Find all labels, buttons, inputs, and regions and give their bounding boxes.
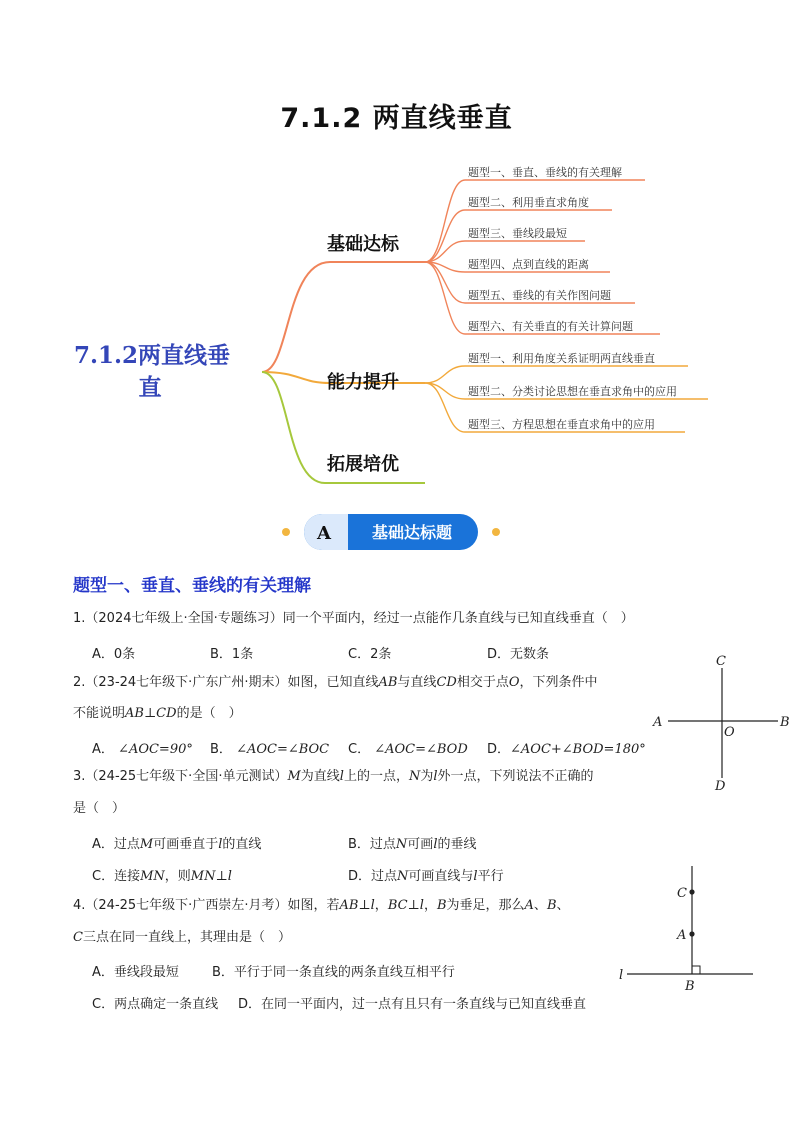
q2-opt-c-label: C． [348,742,371,757]
question-3-line1 [73,767,648,787]
question-2-line1 [73,673,648,693]
q1-option-b: B．1条 [210,647,254,662]
q2-var-cd: CD [436,675,457,690]
q2-opt-b-math: ∠AOC=∠BOC [236,742,330,757]
document-title: 7.1.2 两直线垂直 [280,103,513,134]
q3-var-l2: l [433,769,438,784]
mindmap-leaf-1-2: 题型二、利用垂直求角度 [468,196,589,209]
question-1 [73,609,648,629]
q3-var-n: N [408,769,421,784]
banner-right-dot [492,528,500,536]
q3d-post: 平行 [477,869,504,884]
mindmap-leaf-2-1: 题型一、利用角度关系证明两直线垂直 [468,352,655,365]
q3b-mid: 可画 [407,837,434,852]
q4-text-c: 为垂足，那么 [446,898,525,913]
q1-text: 同一个平面内，经过一点能作几条直线与已知直线垂直（ ） [282,611,634,626]
banner-letter: A [317,523,331,544]
q3-text-c: 为 [420,769,434,784]
q2-opt-c-math: ∠AOC=∠BOD [374,742,468,757]
fig1-label-o: O [724,725,735,740]
mindmap-leaf-1-6: 题型六、有关垂直的有关计算问题 [468,320,633,333]
q3-var-l: l [339,769,344,784]
q2-var-o: O [508,675,520,690]
q2-source: （23-24七年级下·广东广州·期末） [85,675,288,690]
q3c-m1: MN [140,869,165,884]
mindmap-branch-1: 基础达标 [327,234,399,255]
fig2-label-l: l [619,968,624,983]
fig1-label-c: C [716,654,726,669]
q1-num: 1. [73,611,86,626]
q3a-pre: A．过点 [92,837,140,852]
q3-option-b [348,833,477,852]
q4-m1: AB⊥l [339,898,375,913]
mindmap-leaf-2-2: 题型二、分类讨论思想在垂直求角中的应用 [468,385,677,398]
q4-option-b: B．平行于同一条直线的两条直线互相平行 [212,965,455,980]
q2-text-b: 与直线 [397,675,437,690]
q3c-m2: MN⊥l [190,869,232,884]
q4-option-d: D．在同一平面内，过一点有且只有一条直线与已知直线垂直 [238,997,587,1012]
q4-dot1: 、 [533,898,547,913]
q3c-pre: C．连接 [92,869,141,884]
fig1-label-b: B [780,715,790,730]
q2-opt-a-math: ∠AOC=90° [118,742,193,757]
q3d-mid: 可画直线与 [408,869,474,884]
q2-opt-a-label: A． [92,742,114,757]
mind-map [0,140,793,490]
fig2-label-b: B [685,979,695,994]
q4-m4: A [524,898,534,913]
q2-option-b [210,738,329,757]
q3-option-d [348,865,504,884]
q3b-post: 的垂线 [437,837,477,852]
q3b-m1: N [395,837,408,852]
question-4-line1 [73,896,633,916]
q4-source: （24-25七年级下·广西崇左·月考） [85,898,288,913]
q1-option-c: C．2条 [348,647,392,662]
q2-line2-b: 的是（ ） [176,706,242,721]
q2-num: 2. [73,675,86,690]
q1-source: （2024七年级上·全国·专题练习） [85,611,283,626]
q4-m5: B [546,898,557,913]
q4-m2: BC⊥l [387,898,424,913]
q3a-m1: M [139,837,154,852]
banner-left-dot [282,528,290,536]
q4-m3: B [436,898,447,913]
question-2-line2 [73,704,648,724]
fig2-label-a: A [677,928,687,943]
q3b-pre: B．过点 [348,837,396,852]
banner-label: 基础达标题 [371,523,453,542]
figure-perpendicular-points [615,860,765,995]
q4-option-c: C．两点确定一条直线 [92,997,219,1012]
q3-text-b: 上的一点， [343,769,409,784]
q3-num: 3. [73,769,86,784]
q3-option-a [92,833,261,852]
q2-opt-b-label: B． [210,742,232,757]
fig1-label-d: D [715,779,726,794]
q3-source: （24-25七年级下·全国·单元测试） [85,769,288,784]
q2-opt-d-label: D． [487,742,511,757]
q3a-post: 的直线 [222,837,262,852]
q3a-m2: l [218,837,223,852]
mindmap-branch-3: 拓展培优 [327,454,399,475]
q3-text-d: 外一点，下列说法不正确的 [437,769,594,784]
q4-line2: 三点在同一直线上，其理由是（ ） [82,930,291,945]
q3d-m2: l [473,869,478,884]
mindmap-leaf-1-1: 题型一、垂直、垂线的有关理解 [468,166,622,179]
fig2-label-c: C [677,886,687,901]
q4-dot2: 、 [556,898,570,913]
mindmap-root-line2: 直 [138,374,162,401]
section-banner [200,505,600,557]
q3a-mid: 可画垂直于 [153,837,219,852]
question-type-heading: 题型一、垂直、垂线的有关理解 [73,576,311,596]
q3-text-a: 为直线 [300,769,340,784]
figure-intersecting-lines [650,650,793,795]
mindmap-branch-2: 能力提升 [327,372,399,393]
q3-option-c [92,865,232,884]
question-4-line2 [73,928,648,948]
q3c-mid: ，则 [164,869,191,884]
q2-line2-math: AB⊥CD [125,706,177,721]
q3b-m2: l [433,837,438,852]
q2-line2-a: 不能说明 [73,706,126,721]
q4-text-a: 如图，若 [287,898,340,913]
q3d-pre: D．过点 [348,869,398,884]
q2-option-a [92,738,193,757]
q3-var-m: M [287,769,301,784]
fig1-label-a: A [653,715,663,730]
q2-text-c: 相交于点 [456,675,509,690]
q2-option-c [348,738,468,757]
q2-opt-d-math: ∠AOC+∠BOD=180° [510,742,646,757]
mindmap-leaf-2-3: 题型三、方程思想在垂直求角中的应用 [468,418,655,431]
q4-text-b: ， [423,898,437,913]
q4-num: 4. [73,898,86,913]
q3d-m1: N [397,869,409,884]
mindmap-root-line1: 7.1.2两直线垂 [73,342,231,369]
q2-text-a: 如图，已知直线 [287,675,379,690]
mindmap-leaf-1-5: 题型五、垂线的有关作图问题 [468,289,611,302]
mindmap-leaf-1-3: 题型三、垂线段最短 [468,227,567,240]
q4-sep: ， [374,898,388,913]
q4-option-a: A．垂线段最短 [92,965,179,980]
q1-option-d: D．无数条 [487,647,550,662]
q2-option-d [487,738,646,757]
q1-option-a: A．0条 [92,647,136,662]
q2-text-d: ，下列条件中 [519,675,598,690]
q4-m6: C [73,930,83,945]
question-3-line2: 是（ ） [73,801,126,816]
mindmap-leaf-1-4: 题型四、点到直线的距离 [468,258,589,271]
q2-var-ab: AB [378,675,398,690]
